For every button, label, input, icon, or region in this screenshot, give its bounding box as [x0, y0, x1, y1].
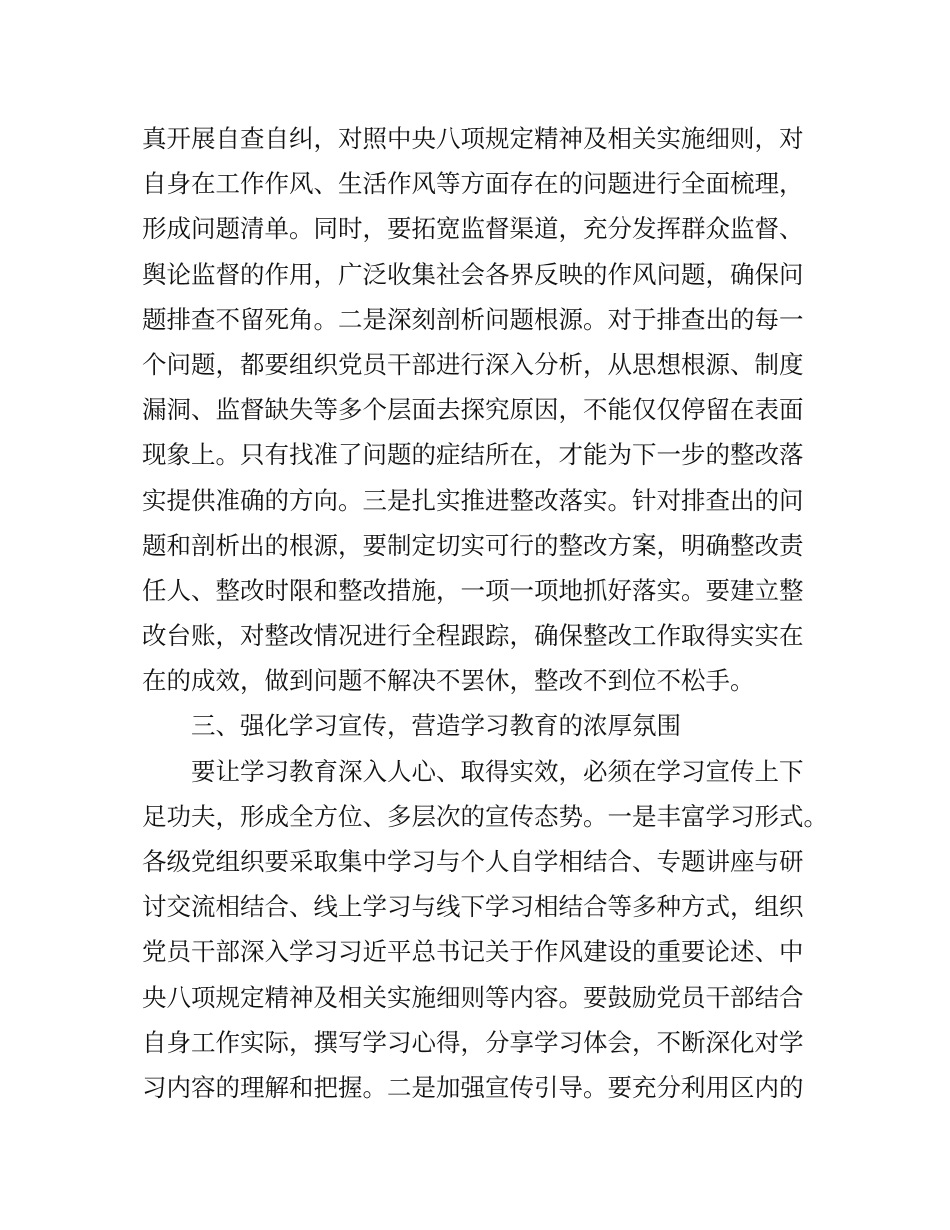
paragraph-line: 自身工作实际，撰写学习心得，分享学习体会，不断深化对学 — [142, 1027, 804, 1057]
paragraph-line: 题排查不留死角。二是深刻剖析问题根源。对于排查出的每一 — [142, 304, 804, 334]
section-heading: 三、强化学习宣传，营造学习教育的浓厚氛围 — [191, 711, 681, 741]
paragraph-line: 习内容的理解和把握。二是加强宣传引导。要充分利用区内的 — [142, 1072, 804, 1102]
paragraph-line: 舆论监督的作用，广泛收集社会各界反映的作风问题，确保问 — [142, 259, 804, 289]
paragraph-line: 党员干部深入学习习近平总书记关于作风建设的重要论述、中 — [142, 937, 804, 967]
paragraph-line: 央八项规定精神及相关实施细则等内容。要鼓励党员干部结合 — [142, 982, 804, 1012]
paragraph-line: 自身在工作作风、生活作风等方面存在的问题进行全面梳理， — [142, 169, 804, 199]
paragraph-line: 题和剖析出的根源，要制定切实可行的整改方案，明确整改责 — [142, 530, 804, 560]
body-text — [142, 116, 842, 1110]
paragraph-line: 实提供准确的方向。三是扎实推进整改落实。针对排查出的问 — [142, 485, 804, 515]
paragraph-line: 各级党组织要采取集中学习与个人自学相结合、专题讲座与研 — [142, 847, 804, 876]
paragraph-line: 漏洞、监督缺失等多个层面去探究原因，不能仅仅停留在表面 — [142, 395, 804, 425]
paragraph-line: 改台账，对整改情况进行全程跟踪，确保整改工作取得实实在 — [142, 621, 804, 651]
paragraph-line: 形成问题清单。同时，要拓宽监督渠道，充分发挥群众监督、 — [142, 214, 804, 244]
paragraph-line: 足功夫，形成全方位、多层次的宣传态势。一是丰富学习形式。 — [142, 801, 828, 831]
paragraph-line: 任人、整改时限和整改措施，一项一项地抓好落实。要建立整 — [142, 575, 804, 605]
paragraph-line: 要让学习教育深入人心、取得实效，必须在学习宣传上下 — [191, 756, 804, 786]
paragraph-line: 个问题，都要组织党员干部进行深入分析，从思想根源、制度 — [142, 349, 804, 379]
paragraph-line: 在的成效，做到问题不解决不罢休，整改不到位不松手。 — [142, 666, 755, 696]
paragraph-line: 讨交流相结合、线上学习与线下学习相结合等多种方式，组织 — [142, 892, 804, 922]
paragraph-line: 现象上。只有找准了问题的症结所在，才能为下一步的整改落 — [142, 440, 804, 470]
paragraph-line: 真开展自查自纠，对照中央八项规定精神及相关实施细则，对 — [142, 124, 804, 153]
